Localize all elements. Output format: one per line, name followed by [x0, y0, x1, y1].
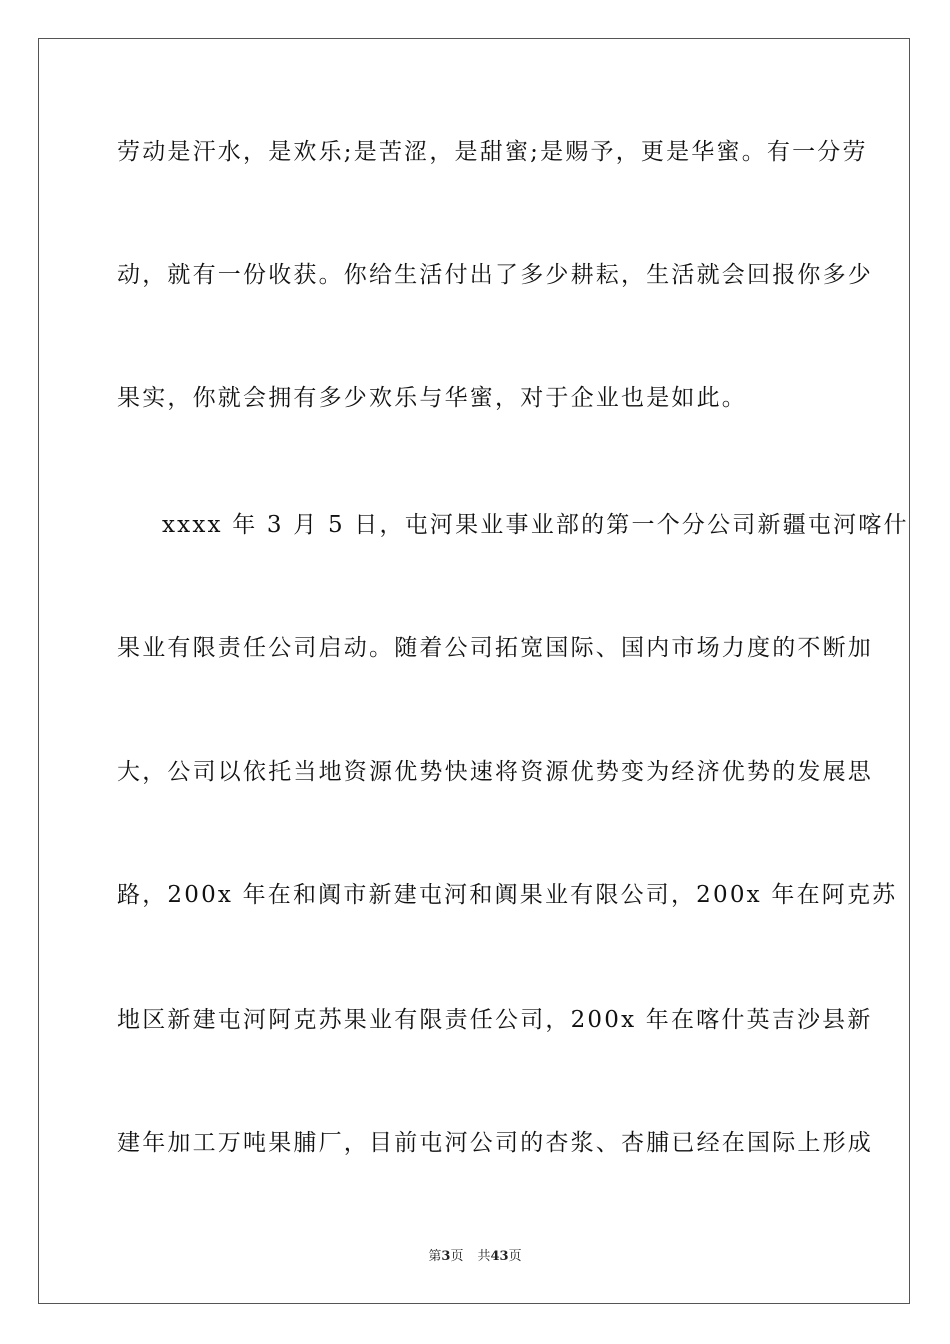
footer-page-suffix: 页	[450, 1249, 464, 1264]
footer-page-number: 3	[441, 1249, 451, 1264]
body-line-8: 地区新建屯河阿克苏果业有限责任公司，200x 年在喀什英吉沙县新	[117, 1007, 873, 1033]
body-line-1: 劳动是汗水，是欢乐;是苦涩，是甜蜜;是赐予，更是华蜜。有一分劳	[117, 139, 868, 165]
page-border	[38, 38, 910, 1304]
body-line-6: 大，公司以依托当地资源优势快速将资源优势变为经济优势的发展思	[117, 759, 873, 785]
body-line-9: 建年加工万吨果脯厂，目前屯河公司的杏浆、杏脯已经在国际上形成	[117, 1130, 873, 1156]
footer-page-prefix: 第	[428, 1249, 442, 1264]
body-line-4: xxxx 年 3 月 5 日，屯河果业事业部的第一个分公司新疆屯河喀什	[162, 512, 909, 538]
body-line-2: 动，就有一份收获。你给生活付出了多少耕耘，生活就会回报你多少	[117, 262, 873, 288]
page-footer	[0, 1248, 950, 1266]
body-line-7: 路，200x 年在和阗市新建屯河和阗果业有限公司，200x 年在阿克苏	[117, 882, 898, 908]
footer-total-pages: 43	[490, 1249, 509, 1264]
body-line-5: 果业有限责任公司启动。随着公司拓宽国际、国内市场力度的不断加	[117, 635, 873, 661]
footer-total-prefix: 共	[477, 1249, 491, 1264]
footer-total-suffix: 页	[508, 1249, 522, 1264]
body-line-3: 果实，你就会拥有多少欢乐与华蜜，对于企业也是如此。	[117, 385, 747, 411]
